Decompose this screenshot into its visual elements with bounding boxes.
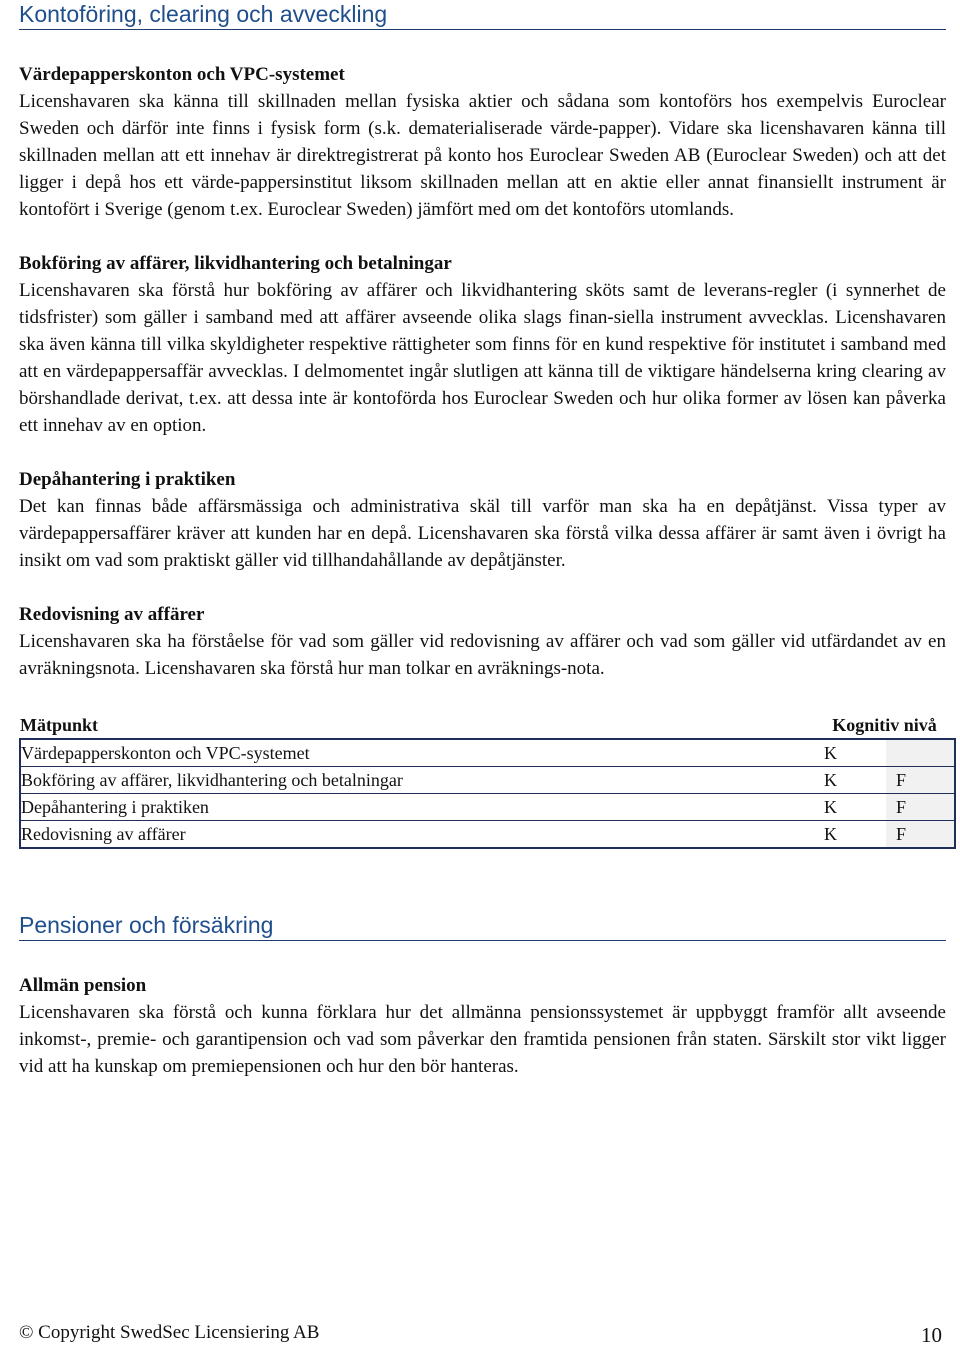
column-header-matpunkt: Mätpunkt <box>20 712 814 739</box>
paragraph: Licenshavaren ska förstå och kunna förklara hur det allmänna pensionssystemet är uppbyggt framför allt avseende inkomst-, premie- och garantipension och vad som påverkar den framtida pensionen från staten. Särskilt stor vikt ligger vid att ha kunskap om premiepensionen och hur den bör hanteras. <box>19 1002 946 1077</box>
column-header-kognitiv-niva: Kognitiv nivå <box>814 712 955 739</box>
copyright-text: © Copyright SwedSec Licensiering AB <box>19 1322 320 1343</box>
block-depahantering <box>19 466 946 574</box>
row-level-f: F <box>886 794 955 821</box>
paragraph: Licenshavaren ska förstå hur bokföring av affärer och likvidhantering sköts samt de leverans-regler (i synnerhet de tidsfrister) som gäller i samband med att affärer avseende olika slags finan-siella instrument avvecklas. Licenshavaren ska även känna till vilka skyldigheter respektive rättigheter som finns för en kund respektive för institutet i samband med att en värdepappersaffär avvecklas. I delmomentet ingår slutligen att känna till de viktigare händelserna kring clearing av börshandlade derivat, t.ex. att dessa inte är kontoförda hos Euroclear Sweden och hur olika former av lösen kan påverka ett innehav av en option. <box>19 280 946 436</box>
row-name: Bokföring av affärer, likvidhantering och betalningar <box>20 767 814 794</box>
row-level-f: F <box>886 821 955 849</box>
row-level-f: F <box>886 767 955 794</box>
row-level-k: K <box>814 739 886 767</box>
subheading: Värdepapperskonton och VPC-systemet <box>19 64 345 85</box>
document-page <box>19 0 946 1080</box>
paragraph: Det kan finnas både affärsmässiga och administrativa skäl till varför man ska ha en depåtjänst. Vissa typer av värdepappersaffärer kräver att kunden har en depå. Licenshavaren ska förstå vilka dessa affärer är samt även i övrigt ha insikt om vad som praktiskt gäller vid tillhandahållande av depåtjänster. <box>19 496 946 571</box>
matpunkt-table <box>19 712 956 849</box>
row-level-f <box>886 739 955 767</box>
block-allman-pension <box>19 972 946 1080</box>
row-name: Värdepapperskonton och VPC-systemet <box>20 739 814 767</box>
table-row <box>20 794 955 821</box>
table-header-row <box>20 712 955 739</box>
section-heading-kontoforing: Kontoföring, clearing och avveckling <box>19 0 946 30</box>
matpunkt-table-wrap <box>19 712 946 849</box>
subheading: Bokföring av affärer, likvidhantering och betalningar <box>19 253 452 274</box>
row-level-k: K <box>814 794 886 821</box>
block-redovisning <box>19 601 946 682</box>
block-bokforing <box>19 250 946 439</box>
row-name: Redovisning av affärer <box>20 821 814 849</box>
table-row <box>20 821 955 849</box>
row-level-k: K <box>814 821 886 849</box>
row-name: Depåhantering i praktiken <box>20 794 814 821</box>
page-number: 10 <box>921 1323 942 1347</box>
section-heading-pensioner: Pensioner och försäkring <box>19 911 946 941</box>
paragraph: Licenshavaren ska ha förståelse för vad som gäller vid redovisning av affärer och vad som gäller vid utfärdandet av en avräkningsnota. Licenshavaren ska förstå hur man tolkar en avräknings-nota. <box>19 631 946 679</box>
paragraph: Licenshavaren ska känna till skillnaden mellan fysiska aktier och sådana som kontoförs hos exempelvis Euroclear Sweden och därför inte finns i fysisk form (s.k. dematerialiserade värde-papper). Vidare ska licenshavaren känna till skillnaden mellan att ett innehav är direktregistrerat på konto hos Euroclear Sweden AB (Euroclear Sweden) och att det ligger i depå hos ett värde-pappersinstitut liksom skillnaden mellan att en aktie eller annat finansiellt instrument är kontofört i Sverige (genom t.ex. Euroclear Sweden) jämfört med om det kontoförs utomlands. <box>19 91 946 220</box>
row-level-k: K <box>814 767 886 794</box>
block-vardepapperskonton <box>19 61 946 223</box>
subheading: Depåhantering i praktiken <box>19 469 236 490</box>
subheading: Allmän pension <box>19 975 147 996</box>
table-row <box>20 739 955 767</box>
subheading: Redovisning av affärer <box>19 604 205 625</box>
table-row <box>20 767 955 794</box>
